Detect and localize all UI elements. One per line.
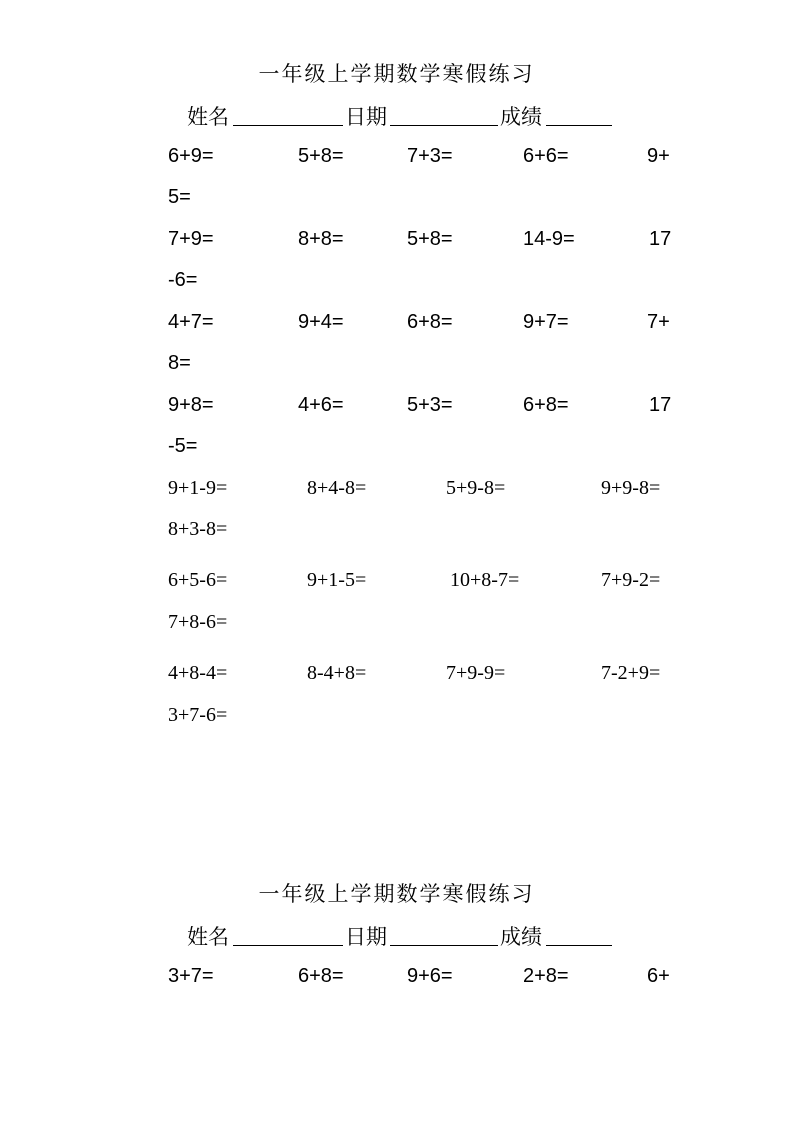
student-info-header (187, 921, 617, 951)
worksheet-title: 一年级上学期数学寒假练习 (258, 62, 535, 86)
date-field[interactable] (390, 945, 498, 946)
problem: 5+3= (407, 394, 453, 416)
problem: 9+7= (523, 311, 569, 333)
problem: 6+9= (168, 145, 214, 167)
problem: 9+ (647, 145, 670, 167)
problem: 7-2+9= (601, 662, 661, 684)
problem: 3+7= (168, 965, 214, 987)
worksheet-title: 一年级上学期数学寒假练习 (258, 882, 535, 906)
score-label: 成绩 (500, 925, 542, 949)
problem-wrap: 8+3-8= (168, 518, 228, 540)
problem: 10+8-7= (450, 569, 520, 591)
problem: 5+8= (298, 145, 344, 167)
problem: 8-4+8= (307, 662, 367, 684)
problem: 7+9= (168, 228, 214, 250)
problem-wrap: -6= (168, 269, 198, 291)
problem: 4+7= (168, 311, 214, 333)
problem: 7+ (647, 311, 670, 333)
problem: 9+1-5= (307, 569, 367, 591)
problem: 5+8= (407, 228, 453, 250)
problem: 7+9-9= (446, 662, 506, 684)
problem: 6+ (647, 965, 670, 987)
problem: 7+3= (407, 145, 453, 167)
problem: 9+1-9= (168, 477, 228, 499)
problem: 5+9-8= (446, 477, 506, 499)
problem-wrap: 8= (168, 352, 191, 374)
problem: 17 (649, 394, 672, 416)
problem: 9+8= (168, 394, 214, 416)
student-info-header (187, 101, 617, 131)
problem-wrap: 5= (168, 186, 191, 208)
date-field[interactable] (390, 125, 498, 126)
name-label: 姓名 (187, 105, 229, 129)
score-field[interactable] (546, 125, 612, 126)
problem: 8+8= (298, 228, 344, 250)
problem: 14-9= (523, 228, 575, 250)
problem: 6+8= (298, 965, 344, 987)
problem-wrap: 3+7-6= (168, 704, 228, 726)
problem: 9+4= (298, 311, 344, 333)
problem: 4+8-4= (168, 662, 228, 684)
name-field[interactable] (233, 945, 343, 946)
problem: 6+8= (407, 311, 453, 333)
problem: 2+8= (523, 965, 569, 987)
problem: 9+6= (407, 965, 453, 987)
date-label: 日期 (345, 925, 387, 949)
name-label: 姓名 (187, 925, 229, 949)
problem: 6+8= (523, 394, 569, 416)
problem: 7+9-2= (601, 569, 661, 591)
problem: 6+6= (523, 145, 569, 167)
score-label: 成绩 (500, 105, 542, 129)
problem-wrap: 7+8-6= (168, 611, 228, 633)
score-field[interactable] (546, 945, 612, 946)
date-label: 日期 (345, 105, 387, 129)
problem: 4+6= (298, 394, 344, 416)
problem-wrap: -5= (168, 435, 198, 457)
problem: 9+9-8= (601, 477, 661, 499)
name-field[interactable] (233, 125, 343, 126)
problem: 6+5-6= (168, 569, 228, 591)
problem: 8+4-8= (307, 477, 367, 499)
problem: 17 (649, 228, 672, 250)
